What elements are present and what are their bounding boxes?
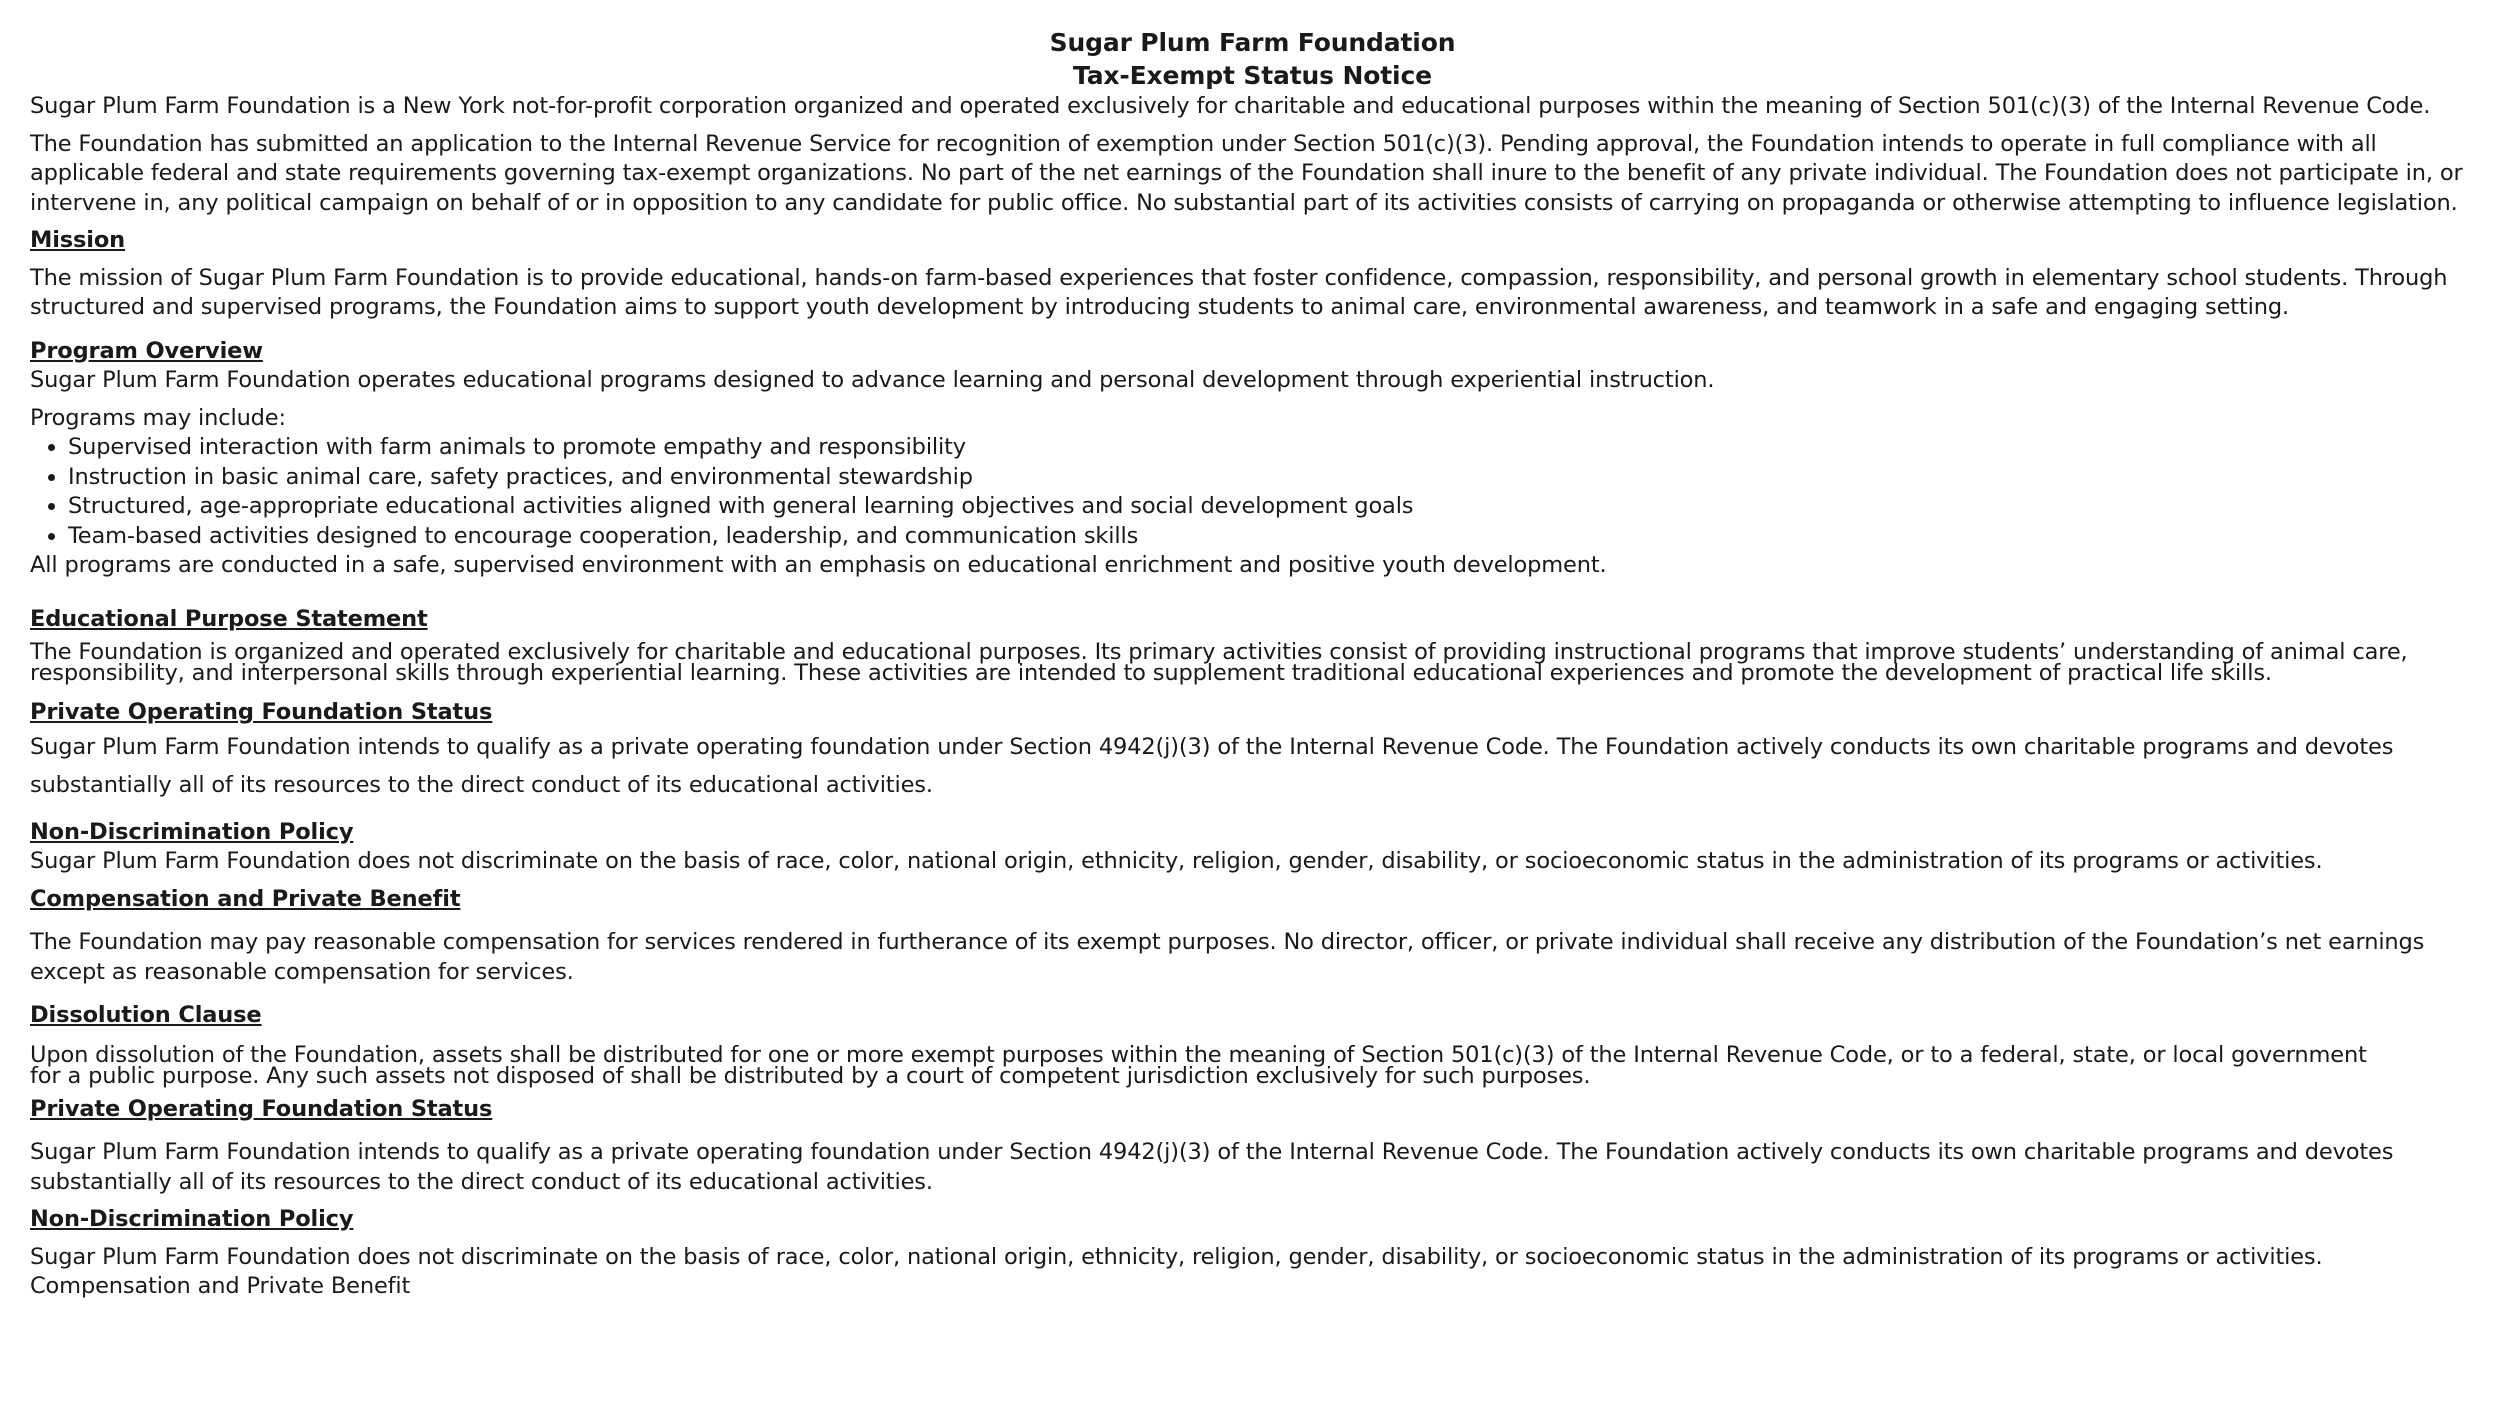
programs-list-intro: Programs may include:: [30, 404, 286, 431]
dissolution-heading: Dissolution Clause: [30, 1002, 262, 1028]
document-title: Sugar Plum Farm Foundation: [1049, 28, 1456, 57]
document-subtitle: Tax-Exempt Status Notice: [1073, 61, 1432, 90]
private-operating-paragraph: Sugar Plum Farm Foundation intends to qualify as a private operating foundation under Section 4942(j)(3) of the Internal Revenue Code. The Foundation actively conducts its own charitable programs and devotes substantially all of its resources to the direct conduct of its educational activities.: [30, 733, 2394, 798]
compensation-heading: Compensation and Private Benefit: [30, 885, 461, 912]
list-item: • Supervised interaction with farm animals to promote empathy and responsibility: [68, 433, 2475, 463]
private-operating-heading-repeat: Private Operating Foundation Status: [30, 1095, 493, 1122]
educational-purpose-heading: Educational Purpose Statement: [30, 605, 428, 632]
compensation-paragraph: The Foundation may pay reasonable compensation for services rendered in furtherance of its exempt purposes. No director, officer, or private individual shall receive any distribution of the Foundation’s net earnings except as reasonable compensation for services.: [30, 929, 2425, 985]
non-discrimination-heading-repeat: Non-Discrimination Policy: [30, 1206, 354, 1232]
intro-paragraph: Sugar Plum Farm Foundation is a New York not-for-profit corporation organized and operated exclusively for charitable and educational purposes within the meaning of Section 501(c)(3) of the Internal Revenue Code.: [30, 93, 2431, 119]
application-paragraph: The Foundation has submitted an application to the Internal Revenue Service for recognition of exemption under Section 501(c)(3). Pending approval, the Foundation intends to operate in full compliance with all applicable federal and state requirements governing tax-exempt organizations. No part of the net earnings of the Foundation shall inure to the benefit of any private individual. The Foundation does not participate in, or intervene in, any political campaign on behalf of or in opposition to any candidate for public office. No substantial part of its activities consists of carrying on propaganda or otherwise attempting to influence legislation.: [30, 130, 2463, 216]
dissolution-line-2: for a public purpose. Any such assets not disposed of shall be distributed by a court of competent jurisdiction exclusively for such purposes.: [30, 1062, 1591, 1089]
dissolution-line-1: Upon dissolution of the Foundation, assets shall be distributed for one or more exempt purposes within the meaning of Section 501(c)(3) of the Internal Revenue Code, or to a federal, state, or local government: [30, 1041, 2367, 1068]
program-overview-heading: Program Overview: [30, 337, 263, 364]
list-item: • Instruction in basic animal care, safety practices, and environmental stewardship: [68, 463, 2475, 493]
programs-list: [30, 433, 2475, 551]
educational-purpose-paragraph: The Foundation is organized and operated exclusively for charitable and educational purposes. Its primary activities consist of providing instructional programs that improve students’ understanding of animal care, responsibility, and interpersonal skills through experiential learning. These activities are intended to supplement traditional educational experiences and promote the development of practical life skills.: [30, 639, 2408, 686]
list-item: • Structured, age-appropriate educational activities aligned with general learning objectives and social development goals: [68, 492, 2475, 522]
non-discrimination-paragraph: Sugar Plum Farm Foundation does not discriminate on the basis of race, color, national origin, ethnicity, religion, gender, disability, or socioeconomic status in the administration of its programs or activities.: [30, 848, 2323, 874]
private-operating-heading: Private Operating Foundation Status: [30, 699, 493, 725]
non-discrimination-paragraph-repeat: Sugar Plum Farm Foundation does not discriminate on the basis of race, color, national origin, ethnicity, religion, gender, disability, or socioeconomic status in the administration of its programs or activities.: [30, 1243, 2323, 1270]
list-item: • Team-based activities designed to encourage cooperation, leadership, and communication skills: [68, 522, 2475, 552]
mission-paragraph: The mission of Sugar Plum Farm Foundation is to provide educational, hands-on farm-based experiences that foster confidence, compassion, responsibility, and personal growth in elementary school students. Through structured and supervised programs, the Foundation aims to support youth development by introducing students to animal care, environmental awareness, and teamwork in a safe and engaging setting.: [30, 264, 2448, 320]
programs-closing-paragraph: All programs are conducted in a safe, supervised environment with an emphasis on educational enrichment and positive youth development.: [30, 552, 1607, 578]
private-operating-paragraph-repeat: Sugar Plum Farm Foundation intends to qualify as a private operating foundation under Section 4942(j)(3) of the Internal Revenue Code. The Foundation actively conducts its own charitable programs and devotes substantially all of its resources to the direct conduct of its educational activities.: [30, 1139, 2394, 1195]
mission-heading: Mission: [30, 227, 126, 253]
trailing-text: Compensation and Private Benefit: [30, 1273, 411, 1299]
non-discrimination-heading: Non-Discrimination Policy: [30, 818, 354, 845]
program-overview-paragraph: Sugar Plum Farm Foundation operates educational programs designed to advance learning and personal development through experiential instruction.: [30, 367, 1715, 393]
document-page: [30, 26, 2475, 1302]
